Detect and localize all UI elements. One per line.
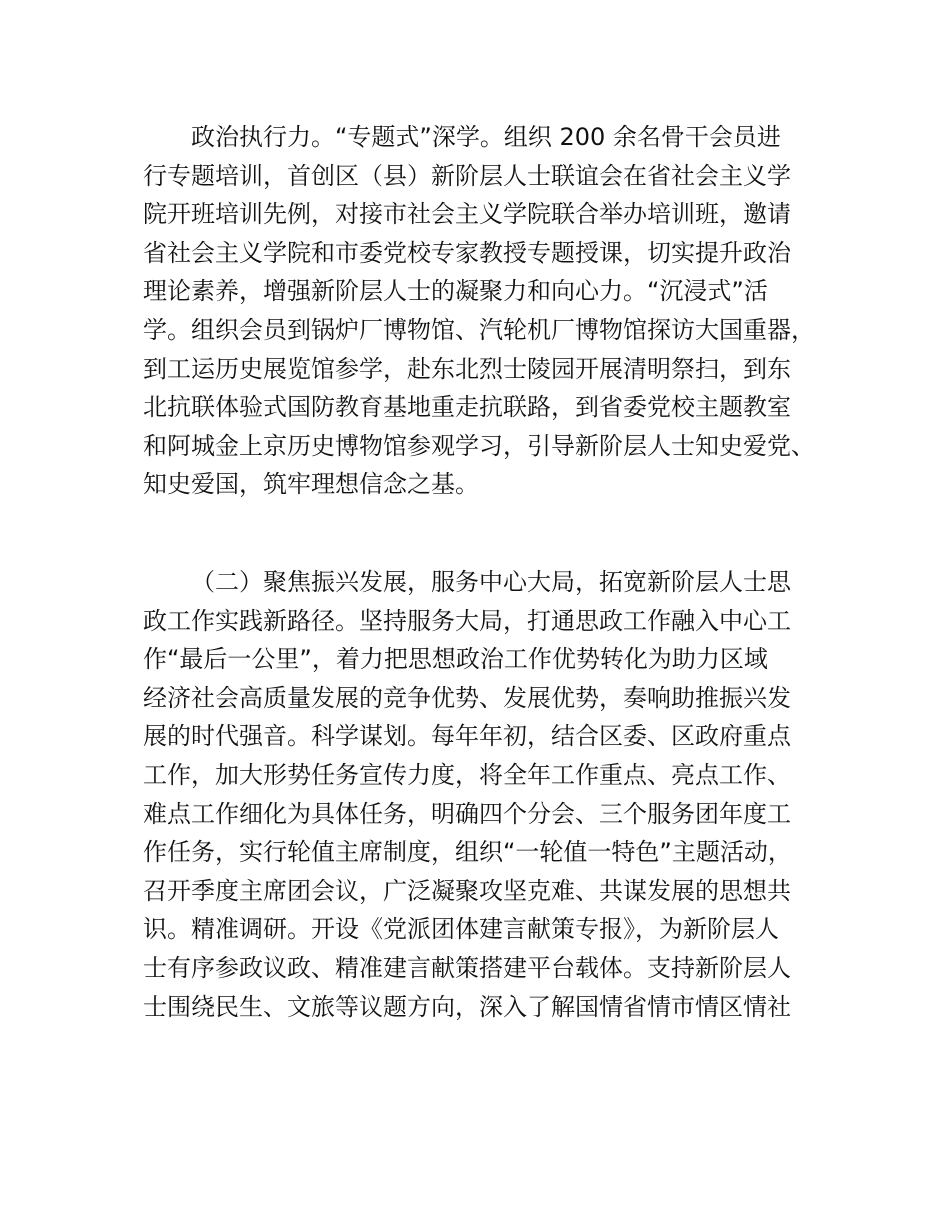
- paragraph-line: 展的时代强音。科学谋划。每年年初，结合区委、区政府重点: [143, 722, 791, 751]
- paragraph-line: 到工运历史展览馆参学，赴东北烈士陵园开展清明祭扫，到东: [143, 354, 791, 383]
- paragraph-line: （二）聚焦振兴发展，服务中心大局，拓宽新阶层人士思: [191, 568, 791, 596]
- paragraph-line: 政治执行力。“专题式”深学。组织 200 余名骨干会员进: [191, 123, 781, 151]
- paragraph-line: 难点工作细化为具体任务，明确四个分会、三个服务团年度工: [143, 799, 791, 828]
- paragraph-line: 院开班培训先例，对接市社会主义学院联合举办培训班，邀请: [143, 200, 791, 229]
- paragraph-line: 理论素养，增强新阶层人士的凝聚力和向心力。“沉浸式”活: [143, 277, 768, 306]
- paragraph-line: 士有序参政议政、精准建言献策搭建平台载体。支持新阶层人: [143, 953, 791, 982]
- paragraph-line: 作“最后一公里”，着力把思想政治工作优势转化为助力区域: [143, 645, 768, 674]
- paragraph-line: 北抗联体验式国防教育基地重走抗联路，到省委党校主题教室: [143, 393, 791, 422]
- paragraph-line: 和阿城金上京历史博物馆参观学习，引导新阶层人士知史爱党、: [143, 431, 815, 460]
- paragraph-line: 省社会主义学院和市委党校专家教授专题授课，切实提升政治: [143, 238, 791, 267]
- paragraph-line: 召开季度主席团会议，广泛凝聚攻坚克难、共谋发展的思想共: [143, 876, 791, 905]
- paragraph-line: 行专题培训，首创区（县）新阶层人士联谊会在省社会主义学: [143, 161, 791, 190]
- paragraph-line: 工作，加大形势任务宣传力度，将全年工作重点、亮点工作、: [143, 760, 791, 789]
- paragraph-line: 学。组织会员到锅炉厂博物馆、汽轮机厂博物馆探访大国重器，: [143, 315, 815, 344]
- paragraph-line: 经济社会高质量发展的竞争优势、发展优势，奏响助推振兴发: [143, 683, 791, 712]
- paragraph-line: 作任务，实行轮值主席制度，组织“一轮值一特色”主题活动，: [143, 838, 792, 867]
- paragraph-line: 士围绕民生、文旅等议题方向，深入了解国情省情市情区情社: [143, 992, 791, 1021]
- paragraph-line: 政工作实践新路径。坚持服务大局，打通思政工作融入中心工: [143, 606, 791, 635]
- paragraph-line: 知史爱国，筑牢理想信念之基。: [143, 470, 479, 499]
- paragraph-line: 识。精准调研。开设《党派团体建言献策专报》，为新阶层人: [143, 915, 779, 944]
- paragraph-2: [143, 563, 843, 1026]
- paragraph-1: [143, 118, 843, 504]
